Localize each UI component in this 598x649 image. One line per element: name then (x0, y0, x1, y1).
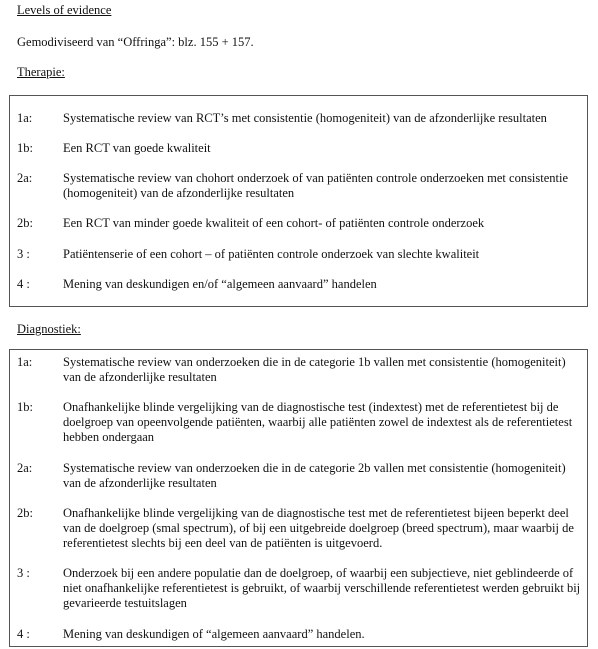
level-code: 2a: (17, 171, 33, 185)
level-code: 4 : (17, 277, 30, 291)
diagnostiek-table (9, 349, 588, 647)
level-description: Een RCT van minder goede kwaliteit of een cohort- of patiënten controle onderzoek (63, 216, 485, 230)
level-description: Onderzoek bij een andere populatie dan de doelgroep, of waarbij een subjectieve, niet geblindeerde of niet onafhankelijke referentietest is gebruikt, of waarbij verschillende referentietest werden gebruikt bij gevarieerde testuitslagen (63, 566, 581, 610)
level-description: Een RCT van goede kwaliteit (63, 141, 211, 155)
therapie-heading: Therapie: (17, 65, 65, 79)
level-description: Onafhankelijke blinde vergelijking van de diagnostische test (indextest) met de referentietest bij de doelgroep van opeenvolgende patiënten, waarbij alle patiënten zowel de indextest als de referentietest hebben ondergaan (63, 400, 573, 444)
level-description: Systematische review van RCT’s met consistentie (homogeniteit) van de afzonderlijke resultaten (63, 111, 547, 125)
level-code: 1a: (17, 355, 33, 369)
level-code: 2b: (17, 506, 33, 520)
level-description: Patiëntenserie of een cohort – of patiënten controle onderzoek van slechte kwaliteit (63, 247, 480, 261)
level-description: Mening van deskundigen of “algemeen aanvaard” handelen. (63, 627, 365, 641)
level-description: Mening van deskundigen en/of “algemeen aanvaard” handelen (63, 277, 377, 291)
level-description: Systematische review van chohort onderzoek of van patiënten controle onderzoeken met consistentie (homogeniteit) van de afzonderlijke resultaten (63, 171, 569, 200)
therapie-table (9, 95, 588, 307)
diagnostiek-heading: Diagnostiek: (17, 322, 81, 336)
level-description: Systematische review van onderzoeken die in de categorie 2b vallen met consistentie (homogeniteit) van de afzonderlijke resultaten (63, 461, 566, 490)
level-code: 1a: (17, 111, 33, 125)
level-code: 1b: (17, 141, 33, 155)
page-title: Levels of evidence (17, 3, 112, 17)
level-code: 3 : (17, 566, 30, 580)
level-code: 2a: (17, 461, 33, 475)
level-description: Onafhankelijke blinde vergelijking van de diagnostische test met de referentietest bijeen beperkt deel van de doelgroep (smal spectrum), of bij een uitgebreide doelgroep (breed spectrum), maar waarbij de referentietest slechts bij een deel van de patiënten is uitgevoerd. (63, 506, 574, 550)
level-description: Systematische review van onderzoeken die in de categorie 1b vallen met consistentie (homogeniteit) van de afzonderlijke resultaten (63, 355, 566, 384)
level-code: 1b: (17, 400, 33, 414)
level-code: 3 : (17, 247, 30, 261)
level-code: 4 : (17, 627, 30, 641)
level-code: 2b: (17, 216, 33, 230)
source-note: Gemodiviseerd van “Offringa”: blz. 155 + 157. (17, 35, 254, 49)
